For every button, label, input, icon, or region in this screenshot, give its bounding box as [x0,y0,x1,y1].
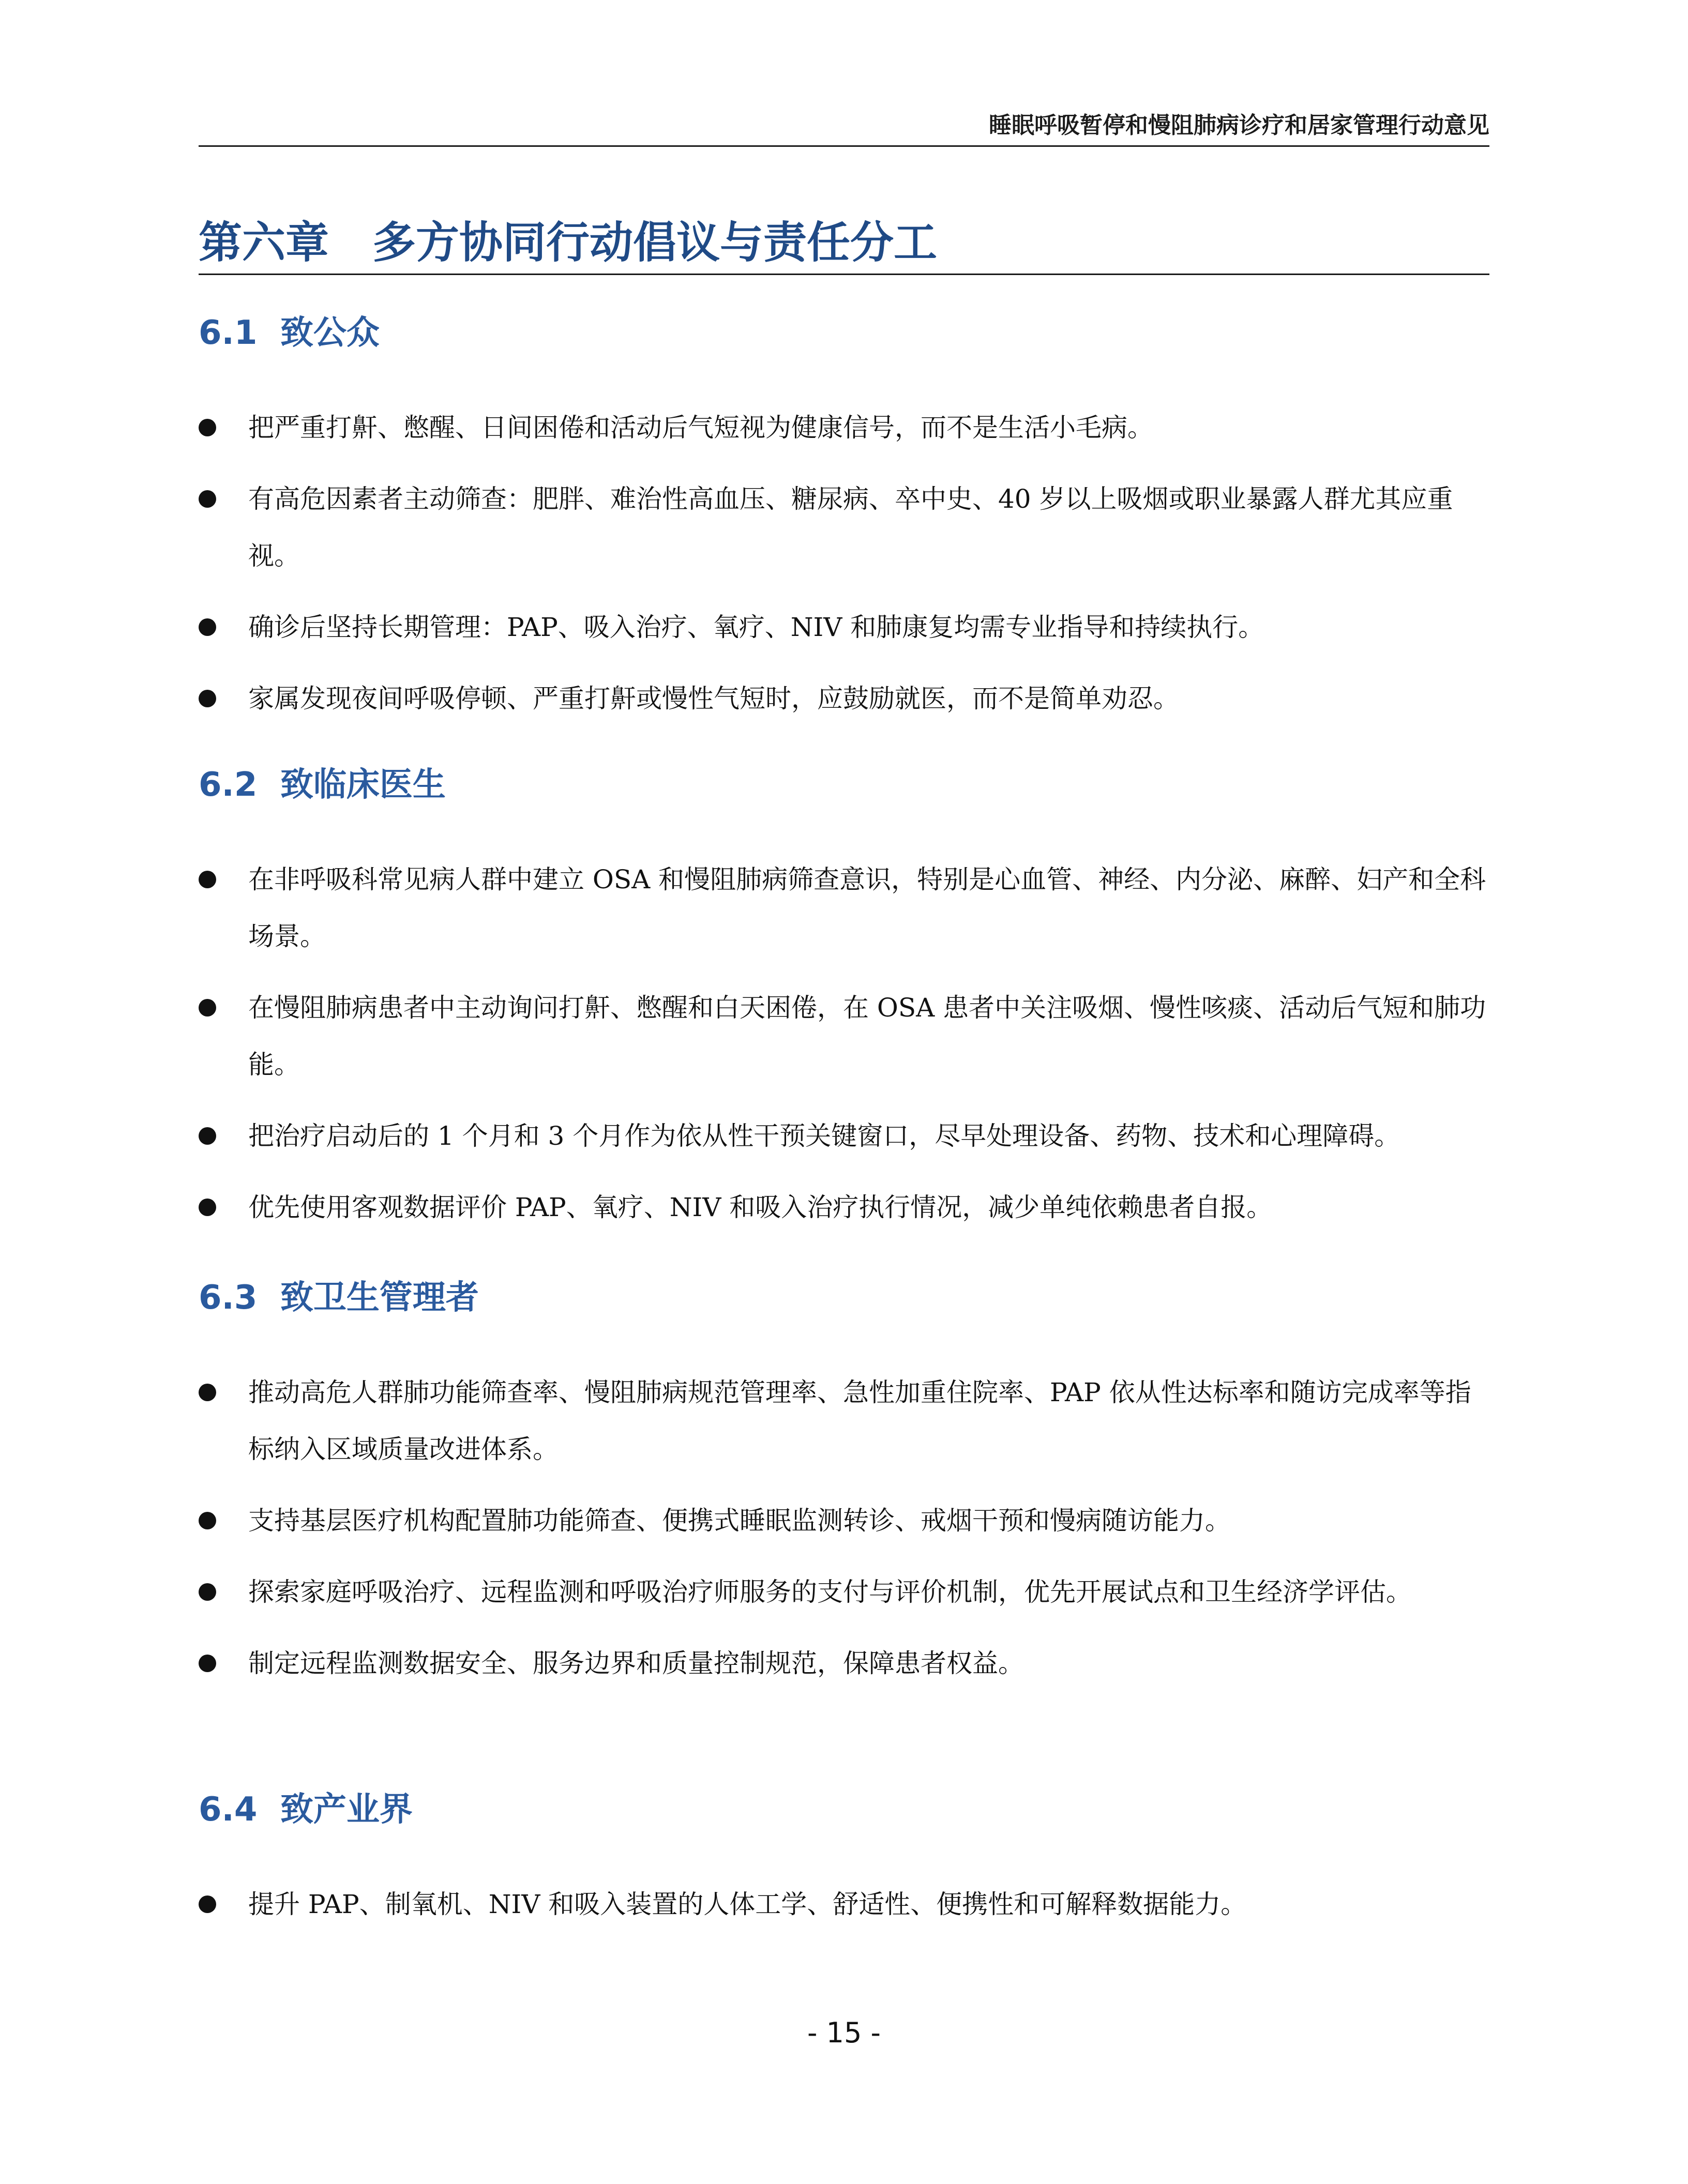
list-item [199,471,1489,584]
list-item-text: 支持基层医疗机构配置肺功能筛查、便携式睡眠监测转诊、戒烟干预和慢病随访能力。 [248,1506,1231,1536]
list-item-text: 把治疗启动后的 1 个月和 3 个月作为依从性干预关键窗口，尽早处理设备、药物、技术和心理障碍。 [248,1121,1400,1151]
bullet-icon [199,419,216,436]
section-clinicians [199,764,1489,1236]
section-heading: 6.1 致公众 [199,314,380,352]
bullet-list [199,851,1489,1236]
bullet-icon [199,1199,216,1216]
list-item-text: 提升 PAP、制氧机、NIV 和吸入装置的人体工学、舒适性、便携性和可解释数据能力。 [248,1889,1247,1919]
bullet-icon [199,490,216,508]
list-item [199,399,1489,456]
list-item [199,599,1489,656]
running-header [199,103,1489,147]
list-item [199,1876,1489,1933]
list-item [199,1364,1489,1478]
list-item-text: 探索家庭呼吸治疗、远程监测和呼吸治疗师服务的支付与评价机制，优先开展试点和卫生经济学评估。 [248,1577,1412,1607]
list-item-text: 推动高危人群肺功能筛查率、慢阻肺病规范管理率、急性加重住院率、PAP 依从性达标率和随访完成率等指标纳入区域质量改进体系。 [248,1377,1471,1464]
bullet-icon [199,871,216,888]
list-item [199,670,1489,727]
list-item [199,1108,1489,1164]
list-item [199,1179,1489,1236]
list-item-text: 在慢阻肺病患者中主动询问打鼾、憋醒和白天困倦，在 OSA 患者中关注吸烟、慢性咳痰、活动后气短和肺功能。 [248,993,1486,1080]
list-item [199,851,1489,965]
running-header-text: 睡眠呼吸暂停和慢阻肺病诊疗和居家管理行动意见 [989,112,1489,139]
list-item-text: 把严重打鼾、憋醒、日间困倦和活动后气短视为健康信号，而不是生活小毛病。 [248,413,1153,443]
bullet-icon [199,618,216,636]
list-item [199,1635,1489,1692]
bullet-icon [199,1127,216,1145]
section-heading: 6.3 致卫生管理者 [199,1279,479,1317]
bullet-icon [199,999,216,1017]
bullet-list [199,1876,1489,1933]
bullet-icon [199,690,216,707]
section-industry [199,1789,1489,1933]
bullet-icon [199,1512,216,1529]
bullet-list [199,1364,1489,1692]
section-health-administrators [199,1277,1489,1692]
list-item [199,979,1489,1093]
list-item-text: 家属发现夜间呼吸停顿、严重打鼾或慢性气短时，应鼓励就医，而不是简单劝忍。 [248,684,1179,714]
page-number: - 15 - [807,2016,881,2049]
list-item-text: 在非呼吸科常见病人群中建立 OSA 和慢阻肺病筛查意识，特别是心血管、神经、内分泌、麻醉、妇产和全科场景。 [248,865,1486,951]
bullet-icon [199,1655,216,1672]
chapter-title-text: 第六章 多方协同行动倡议与责任分工 [199,217,938,268]
bullet-list [199,399,1489,727]
list-item-text: 优先使用客观数据评价 PAP、氧疗、NIV 和吸入治疗执行情况，减少单纯依赖患者自报。 [248,1192,1273,1222]
list-item-text: 有高危因素者主动筛查：肥胖、难治性高血压、糖尿病、卒中史、40 岁以上吸烟或职业暴露人群尤其应重视。 [248,484,1453,571]
section-heading: 6.4 致产业界 [199,1791,413,1829]
bullet-icon [199,1895,216,1913]
list-item [199,1492,1489,1549]
list-item-text: 确诊后坚持长期管理：PAP、吸入治疗、氧疗、NIV 和肺康复均需专业指导和持续执行。 [248,612,1264,642]
section-heading: 6.2 致临床医生 [199,766,446,804]
bullet-icon [199,1583,216,1601]
bullet-icon [199,1384,216,1401]
list-item [199,1564,1489,1620]
chapter-title [199,201,1489,275]
list-item-text: 制定远程监测数据安全、服务边界和质量控制规范，保障患者权益。 [248,1648,1024,1678]
section-public [199,312,1489,727]
